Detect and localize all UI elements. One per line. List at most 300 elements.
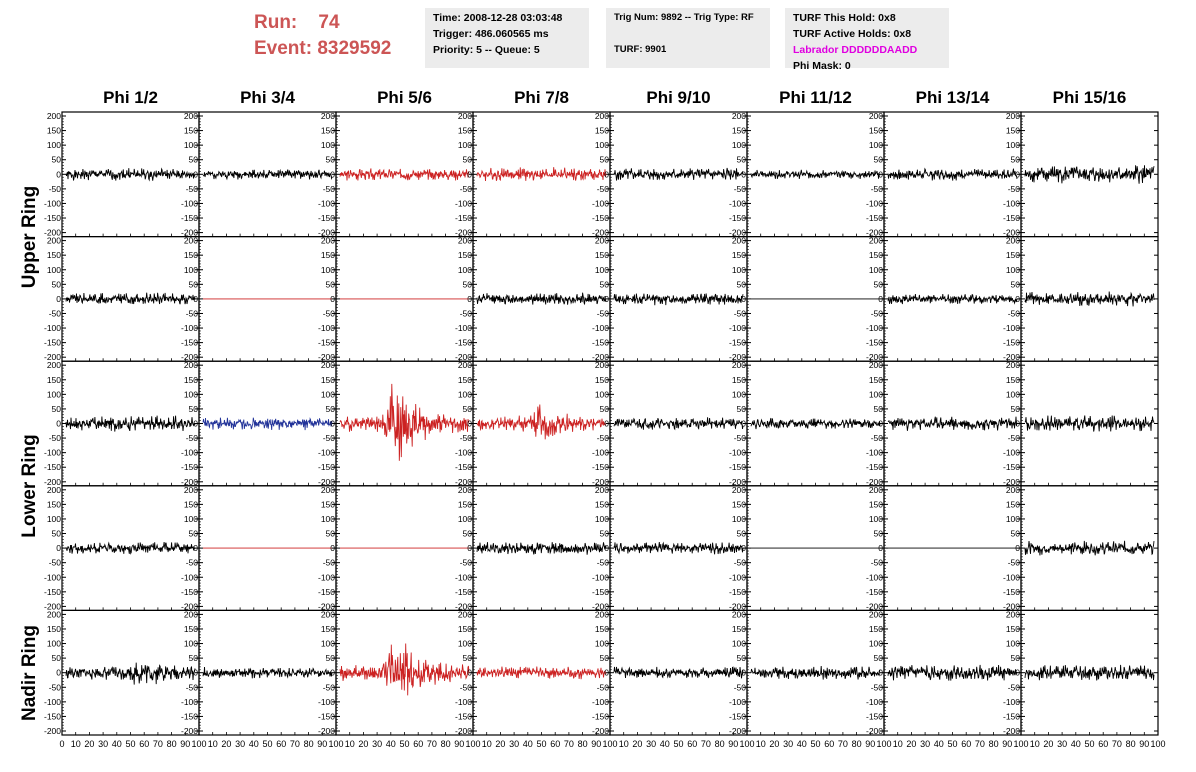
y-tick-label: 50 xyxy=(599,653,609,664)
x-tick-label: 80 xyxy=(577,739,588,749)
panel-r1-c8 xyxy=(1003,111,1158,238)
y-tick-label: -200 xyxy=(591,227,609,238)
x-tick-label: 60 xyxy=(550,739,561,749)
x-tick-label: 70 xyxy=(426,739,437,749)
y-tick-label: 150 xyxy=(183,374,198,385)
x-tick-label: 80 xyxy=(440,739,451,749)
y-tick-label: 50 xyxy=(462,528,472,539)
y-tick-label: 0 xyxy=(56,293,61,304)
y-tick-label: -150 xyxy=(180,337,198,348)
x-tick-label: 70 xyxy=(152,739,163,749)
y-tick-label: -100 xyxy=(43,447,61,458)
panel-r4-c1 xyxy=(44,485,199,612)
x-tick-label: 10 xyxy=(1029,739,1040,749)
y-tick-label: -50 xyxy=(48,557,61,568)
x-tick-label: 100 xyxy=(1150,739,1166,749)
phi-header-6: Phi 11/12 xyxy=(779,88,852,107)
y-tick-label: 100 xyxy=(594,264,609,275)
y-tick-label: -150 xyxy=(728,462,746,473)
y-tick-label: 50 xyxy=(736,653,746,664)
x-tick-label: 20 xyxy=(1043,739,1054,749)
y-tick-label: -100 xyxy=(1002,323,1020,334)
y-tick-label: -150 xyxy=(454,711,472,722)
y-tick-label: 100 xyxy=(868,513,883,524)
y-tick-label: 50 xyxy=(51,279,61,290)
y-tick-label: 100 xyxy=(320,264,335,275)
y-tick-label: 100 xyxy=(731,140,746,151)
y-tick-label: -50 xyxy=(733,682,746,693)
x-tick-label: 30 xyxy=(372,739,383,749)
y-tick-label: 0 xyxy=(193,418,198,429)
y-tick-label: 100 xyxy=(320,513,335,524)
y-tick-label: 100 xyxy=(731,638,746,649)
y-tick-label: 150 xyxy=(1005,623,1020,634)
y-tick-label: 50 xyxy=(188,154,198,165)
y-tick-label: -50 xyxy=(185,183,198,194)
y-tick-label: 50 xyxy=(51,653,61,664)
y-tick-label: 0 xyxy=(741,293,746,304)
y-tick-label: 0 xyxy=(878,667,883,678)
y-tick-label: -100 xyxy=(43,572,61,583)
x-tick-label: 30 xyxy=(1057,739,1068,749)
y-tick-label: 200 xyxy=(594,609,609,620)
y-tick-label: 200 xyxy=(46,360,61,371)
phi-header-7: Phi 13/14 xyxy=(915,88,990,107)
y-tick-label: 100 xyxy=(46,513,61,524)
y-tick-label: 200 xyxy=(457,235,472,246)
y-tick-label: 0 xyxy=(56,543,61,554)
waveform-trace xyxy=(477,293,606,305)
y-tick-label: -200 xyxy=(1002,726,1020,736)
y-tick-label: -200 xyxy=(180,601,198,612)
y-tick-label: 150 xyxy=(46,250,61,261)
y-tick-label: 100 xyxy=(183,513,198,524)
x-tick-label: 20 xyxy=(769,739,780,749)
x-tick-label: 80 xyxy=(166,739,177,749)
y-tick-label: -50 xyxy=(48,682,61,693)
y-tick-label: -100 xyxy=(1002,696,1020,707)
y-tick-label: 0 xyxy=(193,293,198,304)
y-tick-label: -50 xyxy=(1007,433,1020,444)
y-tick-label: -50 xyxy=(322,183,335,194)
y-tick-label: 150 xyxy=(1005,499,1020,510)
y-tick-label: 0 xyxy=(467,418,472,429)
y-tick-label: 150 xyxy=(183,250,198,261)
y-tick-label: 0 xyxy=(741,543,746,554)
waveform-trace xyxy=(1025,541,1154,556)
x-tick-label: 60 xyxy=(824,739,835,749)
y-tick-label: 200 xyxy=(183,609,198,620)
y-tick-label: 200 xyxy=(457,609,472,620)
y-tick-label: 100 xyxy=(457,389,472,400)
y-tick-label: -150 xyxy=(728,711,746,722)
y-tick-label: -100 xyxy=(728,696,746,707)
waveform-trace xyxy=(340,644,469,696)
y-tick-label: -150 xyxy=(180,586,198,597)
trigger-text: Trigger: 486.060565 ms xyxy=(433,28,549,40)
y-tick-label: 100 xyxy=(594,638,609,649)
y-tick-label: -100 xyxy=(454,572,472,583)
time-text: Time: 2008-12-28 03:03:48 xyxy=(433,12,563,24)
y-tick-label: 100 xyxy=(320,140,335,151)
run-value: 74 xyxy=(318,12,340,33)
waveform-trace xyxy=(66,168,195,181)
y-tick-label: 150 xyxy=(731,499,746,510)
y-tick-label: -100 xyxy=(1002,447,1020,458)
y-tick-label: 150 xyxy=(594,250,609,261)
y-tick-label: 0 xyxy=(604,667,609,678)
x-tick-label: 70 xyxy=(1111,739,1122,749)
y-tick-label: -150 xyxy=(317,586,335,597)
y-tick-label: 0 xyxy=(1015,667,1020,678)
y-tick-label: 100 xyxy=(457,140,472,151)
x-tick-label: 70 xyxy=(700,739,711,749)
y-tick-label: -200 xyxy=(180,352,198,363)
y-tick-label: 200 xyxy=(183,484,198,495)
y-tick-label: -50 xyxy=(322,682,335,693)
y-tick-label: 100 xyxy=(46,389,61,400)
y-tick-label: 50 xyxy=(599,528,609,539)
x-tick-label: 10 xyxy=(207,739,218,749)
panel-r4-c7 xyxy=(866,485,1021,612)
y-tick-label: 0 xyxy=(330,418,335,429)
y-tick-label: 100 xyxy=(457,264,472,275)
phi-header-3: Phi 5/6 xyxy=(377,88,432,107)
y-tick-label: 50 xyxy=(462,403,472,414)
y-tick-label: -150 xyxy=(1002,586,1020,597)
y-tick-label: 0 xyxy=(56,667,61,678)
x-tick-label: 10 xyxy=(755,739,766,749)
x-tick-label: 30 xyxy=(646,739,657,749)
labrador-text: Labrador DDDDDDAADD xyxy=(793,44,918,56)
y-tick-label: 100 xyxy=(1005,389,1020,400)
y-tick-label: -100 xyxy=(317,447,335,458)
waveform-trace xyxy=(203,170,332,180)
panel-r3-c4 xyxy=(455,360,610,487)
y-tick-label: -150 xyxy=(865,213,883,224)
x-tick-label: 10 xyxy=(344,739,355,749)
y-tick-label: -200 xyxy=(865,726,883,736)
panel-r5-c3 xyxy=(318,609,473,736)
x-tick-label: 100 xyxy=(602,739,618,749)
y-tick-label: -50 xyxy=(322,557,335,568)
y-tick-label: 0 xyxy=(604,293,609,304)
y-tick-label: -200 xyxy=(865,352,883,363)
y-tick-label: -150 xyxy=(865,586,883,597)
y-tick-label: -50 xyxy=(48,308,61,319)
y-tick-label: 100 xyxy=(457,638,472,649)
y-tick-label: 50 xyxy=(325,154,335,165)
y-tick-label: 50 xyxy=(873,279,883,290)
waveform-trace xyxy=(66,293,195,305)
waveform-trace xyxy=(888,417,1017,431)
y-tick-label: 150 xyxy=(320,623,335,634)
phi-header-5: Phi 9/10 xyxy=(646,88,711,107)
y-tick-label: 100 xyxy=(183,264,198,275)
waveform-trace xyxy=(614,417,743,429)
y-tick-label: 100 xyxy=(594,140,609,151)
panel-r1-c2 xyxy=(181,111,336,238)
x-tick-label: 30 xyxy=(783,739,794,749)
y-tick-label: 0 xyxy=(467,169,472,180)
y-tick-label: 50 xyxy=(51,403,61,414)
y-tick-label: -200 xyxy=(317,601,335,612)
y-tick-label: 200 xyxy=(183,235,198,246)
y-tick-label: 100 xyxy=(183,140,198,151)
panel-r4-c4 xyxy=(455,485,610,612)
y-tick-label: -100 xyxy=(728,447,746,458)
y-tick-label: 0 xyxy=(193,543,198,554)
y-tick-label: -150 xyxy=(317,337,335,348)
y-tick-label: -200 xyxy=(454,476,472,487)
y-tick-label: -200 xyxy=(43,352,61,363)
x-tick-label: 60 xyxy=(139,739,150,749)
y-tick-label: 150 xyxy=(731,623,746,634)
y-tick-label: -150 xyxy=(180,711,198,722)
y-tick-label: -100 xyxy=(865,696,883,707)
panel-r5-c7 xyxy=(866,609,1021,736)
y-tick-label: 0 xyxy=(330,293,335,304)
y-tick-label: -200 xyxy=(865,476,883,487)
y-tick-label: 50 xyxy=(1010,279,1020,290)
y-tick-label: 0 xyxy=(604,543,609,554)
waveform-trace xyxy=(340,384,469,461)
panel-r3-c7 xyxy=(866,360,1021,487)
y-tick-label: 150 xyxy=(594,125,609,136)
y-tick-label: 50 xyxy=(599,154,609,165)
y-tick-label: 50 xyxy=(599,279,609,290)
y-tick-label: 50 xyxy=(873,403,883,414)
y-tick-label: 200 xyxy=(594,111,609,121)
panel-r5-c5 xyxy=(592,609,747,736)
panel-r3-c1 xyxy=(44,360,199,487)
y-tick-label: -50 xyxy=(596,682,609,693)
y-tick-label: 50 xyxy=(736,279,746,290)
panel-r5-c6 xyxy=(729,609,884,736)
y-tick-label: -200 xyxy=(180,726,198,736)
x-tick-label: 50 xyxy=(399,739,410,749)
waveform-trace xyxy=(751,418,880,429)
x-tick-label: 40 xyxy=(659,739,670,749)
y-tick-label: -100 xyxy=(180,572,198,583)
y-tick-label: 100 xyxy=(46,264,61,275)
y-tick-label: 50 xyxy=(462,154,472,165)
y-tick-label: -50 xyxy=(185,557,198,568)
waveform-trace xyxy=(66,663,195,685)
event-value: 8329592 xyxy=(317,38,392,59)
phi-header-2: Phi 3/4 xyxy=(240,88,295,107)
y-tick-label: -50 xyxy=(596,183,609,194)
panel-r3-c5 xyxy=(592,360,747,487)
y-tick-label: 50 xyxy=(599,403,609,414)
y-tick-label: -50 xyxy=(733,557,746,568)
y-tick-label: -150 xyxy=(728,586,746,597)
y-tick-label: -150 xyxy=(317,213,335,224)
y-tick-label: -100 xyxy=(591,323,609,334)
panel-r2-c5 xyxy=(592,236,747,363)
x-tick-label: 10 xyxy=(70,739,81,749)
y-tick-label: 150 xyxy=(594,374,609,385)
y-tick-label: 50 xyxy=(736,528,746,539)
y-tick-label: 150 xyxy=(457,125,472,136)
x-tick-label: 60 xyxy=(961,739,972,749)
waveform-trace xyxy=(1025,165,1154,183)
priority-text: Priority: 5 -- Queue: 5 xyxy=(433,44,540,56)
y-tick-label: -100 xyxy=(865,323,883,334)
x-tick-label: 80 xyxy=(988,739,999,749)
y-tick-label: 100 xyxy=(1005,513,1020,524)
y-tick-label: 100 xyxy=(183,389,198,400)
y-tick-label: -200 xyxy=(43,227,61,238)
y-tick-label: -150 xyxy=(43,337,61,348)
x-tick-label: 70 xyxy=(974,739,985,749)
y-tick-label: 150 xyxy=(320,499,335,510)
panel-r3-c3 xyxy=(318,360,473,487)
y-tick-label: 200 xyxy=(457,360,472,371)
y-tick-label: 150 xyxy=(457,623,472,634)
y-tick-label: -150 xyxy=(865,711,883,722)
y-tick-label: 200 xyxy=(46,609,61,620)
y-tick-label: -150 xyxy=(865,462,883,473)
y-tick-label: 200 xyxy=(868,235,883,246)
y-tick-label: -100 xyxy=(865,572,883,583)
y-tick-label: -150 xyxy=(454,213,472,224)
x-tick-label: 90 xyxy=(317,739,328,749)
y-tick-label: 150 xyxy=(868,623,883,634)
y-tick-label: -200 xyxy=(317,476,335,487)
y-tick-label: 200 xyxy=(320,484,335,495)
y-tick-label: 50 xyxy=(462,653,472,664)
y-tick-label: 150 xyxy=(868,250,883,261)
x-tick-label: 30 xyxy=(920,739,931,749)
x-tick-label: 20 xyxy=(221,739,232,749)
y-tick-label: 0 xyxy=(878,543,883,554)
y-tick-label: 50 xyxy=(325,653,335,664)
x-tick-label: 80 xyxy=(1125,739,1136,749)
y-tick-label: 150 xyxy=(457,499,472,510)
y-tick-label: -50 xyxy=(459,433,472,444)
y-tick-label: 200 xyxy=(320,609,335,620)
y-tick-label: 150 xyxy=(731,250,746,261)
y-tick-label: -50 xyxy=(870,433,883,444)
y-tick-label: 0 xyxy=(878,418,883,429)
y-tick-label: 50 xyxy=(325,403,335,414)
waveform-trace xyxy=(1025,416,1154,432)
y-tick-label: 50 xyxy=(188,403,198,414)
y-tick-label: 0 xyxy=(878,293,883,304)
y-tick-label: 200 xyxy=(731,360,746,371)
y-tick-label: 150 xyxy=(868,374,883,385)
y-tick-label: 100 xyxy=(594,389,609,400)
y-tick-label: -100 xyxy=(728,572,746,583)
y-tick-label: -200 xyxy=(43,726,61,736)
y-tick-label: -200 xyxy=(1002,476,1020,487)
x-tick-label: 90 xyxy=(865,739,876,749)
y-tick-label: 200 xyxy=(731,235,746,246)
x-tick-label: 100 xyxy=(465,739,481,749)
panel-r2-c2 xyxy=(181,236,336,363)
y-tick-label: -200 xyxy=(1002,352,1020,363)
y-tick-label: 50 xyxy=(462,279,472,290)
waveform-trace xyxy=(614,667,743,678)
y-tick-label: -200 xyxy=(865,601,883,612)
x-tick-label: 70 xyxy=(837,739,848,749)
y-tick-label: 100 xyxy=(320,638,335,649)
y-tick-label: -100 xyxy=(865,198,883,209)
x-tick-label: 70 xyxy=(289,739,300,749)
y-tick-label: 150 xyxy=(46,374,61,385)
y-tick-label: 50 xyxy=(873,653,883,664)
y-tick-label: 0 xyxy=(56,169,61,180)
y-tick-label: 50 xyxy=(51,154,61,165)
ring-label-3: Nadir Ring xyxy=(19,624,40,721)
panel-r2-c7 xyxy=(866,236,1021,363)
y-tick-label: 150 xyxy=(868,499,883,510)
y-tick-label: 200 xyxy=(731,484,746,495)
x-tick-label: 50 xyxy=(947,739,958,749)
panel-r1-c4 xyxy=(455,111,610,238)
y-tick-label: -50 xyxy=(48,183,61,194)
run-label: Run: xyxy=(254,12,298,33)
y-tick-label: -100 xyxy=(591,198,609,209)
y-tick-label: -50 xyxy=(48,433,61,444)
y-tick-label: 150 xyxy=(457,250,472,261)
y-tick-label: 0 xyxy=(604,169,609,180)
y-tick-label: 200 xyxy=(183,360,198,371)
y-tick-label: -100 xyxy=(591,572,609,583)
panel-r1-c5 xyxy=(592,111,747,238)
x-tick-label: 100 xyxy=(191,739,207,749)
y-tick-label: 100 xyxy=(731,389,746,400)
x-tick-label: 40 xyxy=(248,739,259,749)
panel-r5-c4 xyxy=(455,609,610,736)
y-tick-label: 200 xyxy=(457,484,472,495)
waveform-trace xyxy=(1025,665,1154,681)
panel-r1-c3 xyxy=(318,111,473,238)
y-tick-label: -150 xyxy=(180,213,198,224)
y-tick-label: -150 xyxy=(591,586,609,597)
waveform-trace xyxy=(888,169,1017,181)
y-tick-label: -200 xyxy=(317,227,335,238)
y-tick-label: -50 xyxy=(459,682,472,693)
y-tick-label: -100 xyxy=(180,323,198,334)
y-tick-label: -150 xyxy=(1002,462,1020,473)
y-tick-label: -200 xyxy=(454,601,472,612)
y-tick-label: -100 xyxy=(865,447,883,458)
y-tick-label: -200 xyxy=(43,476,61,487)
y-tick-label: -100 xyxy=(454,198,472,209)
waveform-trace xyxy=(751,666,880,680)
x-tick-label: 60 xyxy=(1098,739,1109,749)
panel-r4-c2 xyxy=(181,485,336,612)
y-tick-label: 100 xyxy=(457,513,472,524)
y-tick-label: -200 xyxy=(180,227,198,238)
y-tick-label: -50 xyxy=(596,433,609,444)
y-tick-label: 150 xyxy=(1005,250,1020,261)
phi-header-1: Phi 1/2 xyxy=(103,88,158,107)
y-tick-label: 0 xyxy=(604,418,609,429)
y-tick-label: 150 xyxy=(46,623,61,634)
y-tick-label: -100 xyxy=(43,323,61,334)
y-tick-label: 0 xyxy=(1015,293,1020,304)
y-tick-label: 200 xyxy=(46,484,61,495)
panel-r4-c8 xyxy=(1003,485,1158,612)
ring-label-2: Lower Ring xyxy=(19,434,40,538)
waveform-trace xyxy=(203,418,332,430)
y-tick-label: -150 xyxy=(317,711,335,722)
panel-r2-c3 xyxy=(318,236,473,363)
y-tick-label: -150 xyxy=(591,462,609,473)
